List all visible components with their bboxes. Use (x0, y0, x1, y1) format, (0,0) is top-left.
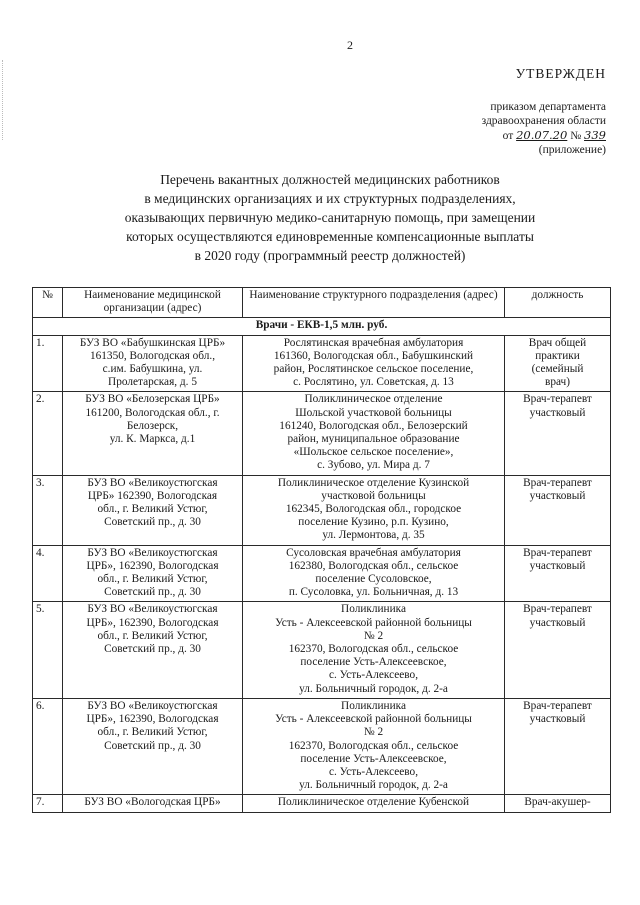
unit-cell-line: Поликлиническое отделение Кузинской (277, 476, 470, 489)
table-header-row (33, 288, 611, 318)
organization-cell-line: 161350, Вологодская обл., (89, 349, 216, 362)
organization-cell-line: ЦРБ» 162390, Вологодская (87, 489, 218, 502)
row-number: 7. (33, 795, 63, 812)
order-date-handwritten: 20.07.20 (516, 128, 568, 142)
row-number: 4. (33, 545, 63, 602)
organization-cell-line: Белозерск, (126, 419, 179, 432)
unit-cell-line: 161240, Вологодская обл., Белозерский (279, 419, 468, 432)
table-row (33, 545, 611, 602)
order-number-handwritten: 339 (584, 128, 606, 142)
header-num: № (33, 288, 63, 318)
table-row (33, 698, 611, 794)
position-cell (505, 698, 611, 794)
organization-cell-line: БУЗ ВО «Великоустюгская (87, 603, 218, 616)
organization-cell-line: обл., г. Великий Устюг, (97, 503, 208, 516)
unit-cell-line: с. Усть-Алексеево, (328, 765, 419, 778)
unit-cell-line: ул. Больничный городок, д. 2-а (299, 779, 448, 792)
organization-cell-line: обл., г. Великий Устюг, (97, 726, 208, 739)
position-cell-line: Врач-терапевт (523, 699, 592, 712)
position-cell-line: Врач-терапевт (523, 393, 592, 406)
title-line: оказывающих первичную медико-санитарную помощь, при замещении (124, 210, 536, 225)
position-cell (505, 475, 611, 545)
unit-cell-line: ул. Лермонтова, д. 35 (322, 529, 425, 542)
table-row (33, 602, 611, 698)
position-cell-line: участковый (529, 489, 586, 502)
organization-cell-line: обл., г. Великий Устюг, (97, 573, 208, 586)
row-number: 5. (33, 602, 63, 698)
unit-cell (243, 602, 505, 698)
position-cell (505, 392, 611, 475)
organization-cell-line: Советский пр., д. 30 (104, 739, 201, 752)
header-position: должность (505, 288, 611, 318)
approval-heading: УТВЕРЖДЕН (515, 66, 606, 81)
order-line-1: приказом департамента (490, 101, 606, 113)
unit-cell-line: № 2 (363, 726, 384, 739)
organization-cell (63, 475, 243, 545)
organization-cell-line: БУЗ ВО «Бабушкинская ЦРБ» (79, 336, 226, 349)
order-from-label: от (502, 130, 514, 142)
unit-cell-line: 162380, Вологодская обл., сельское (288, 559, 459, 572)
unit-cell-line: Усть - Алексеевской районной больницы (275, 616, 472, 629)
row-number: 3. (33, 475, 63, 545)
position-cell-line: Врач общей (528, 336, 587, 349)
organization-cell-line: с.им. Бабушкина, ул. (102, 363, 203, 376)
unit-cell-line: район, Рослятинское сельское поселение, (273, 363, 474, 376)
organization-cell-line: ЦРБ», 162390, Вологодская (86, 713, 219, 726)
unit-cell-line: с. Зубово, ул. Мира д. 7 (317, 459, 430, 472)
row-number: 2. (33, 392, 63, 475)
organization-cell-line: БУЗ ВО «Великоустюгская (87, 546, 218, 559)
position-cell (505, 545, 611, 602)
unit-cell-line: с. Усть-Алексеево, (328, 669, 419, 682)
organization-cell-line: Пролетарская, д. 5 (108, 376, 197, 389)
order-line-2: здравоохранения области (481, 115, 606, 127)
section-title: Врачи - ЕКВ-1,5 млн. руб. (33, 318, 611, 335)
unit-cell-line: Усть - Алексеевской районной больницы (275, 713, 472, 726)
order-date-number-line (456, 128, 606, 143)
organization-cell (63, 392, 243, 475)
unit-cell (243, 698, 505, 794)
position-cell-line: Врач-терапевт (523, 476, 592, 489)
unit-cell-line: Поликлиника (341, 603, 406, 616)
order-appendix: (приложение) (538, 144, 606, 156)
organization-cell-line: БУЗ ВО «Великоустюгская (87, 476, 218, 489)
unit-cell-line: 161360, Вологодская обл., Бабушкинский (273, 349, 474, 362)
organization-cell-line: Советский пр., д. 30 (104, 516, 201, 529)
unit-cell-line: 162370, Вологодская обл., сельское (288, 643, 459, 656)
header-unit: Наименование структурного подразделения (адрес) (243, 288, 505, 318)
title-line: Перечень вакантных должностей медицинских работников (160, 172, 500, 187)
page-number: 2 (347, 38, 353, 52)
unit-cell-line: поселение Кузино, р.п. Кузино, (298, 516, 449, 529)
organization-cell-line: 161200, Вологодская обл., г. (85, 406, 220, 419)
title-line: в 2020 году (программный реестр должностей) (194, 248, 466, 263)
unit-cell (243, 545, 505, 602)
unit-cell-line: поселение Усть-Алексеевское, (300, 656, 447, 669)
unit-cell-line: Шольской участковой больницы (295, 406, 452, 419)
organization-cell-line: обл., г. Великий Устюг, (97, 629, 208, 642)
organization-cell-line: БУЗ ВО «Вологодская ЦРБ» (84, 796, 221, 809)
vacancies-table (32, 287, 611, 813)
unit-cell-line: Поликлиническое отделение (304, 393, 443, 406)
unit-cell-line: 162345, Вологодская обл., городское (285, 503, 462, 516)
position-cell (505, 795, 611, 812)
organization-cell-line: Советский пр., д. 30 (104, 643, 201, 656)
position-cell-line: участковый (529, 559, 586, 572)
organization-cell (63, 698, 243, 794)
unit-cell (243, 335, 505, 392)
unit-cell-line: поселение Усть-Алексеевское, (300, 752, 447, 765)
position-cell-line: участковый (529, 406, 586, 419)
organization-cell-line: БУЗ ВО «Белозерская ЦРБ» (85, 393, 220, 406)
section-row (33, 318, 611, 335)
organization-cell (63, 602, 243, 698)
unit-cell-line: поселение Сусоловское, (315, 573, 432, 586)
organization-cell-line: ЦРБ», 162390, Вологодская (86, 559, 219, 572)
organization-cell (63, 545, 243, 602)
unit-cell-line: № 2 (363, 629, 384, 642)
unit-cell-line: п. Сусоловка, ул. Больничная, д. 13 (288, 586, 459, 599)
table-row (33, 335, 611, 392)
scan-edge-marks (2, 60, 6, 140)
unit-cell-line: район, муниципальное образование (287, 433, 460, 446)
position-cell-line: участковый (529, 713, 586, 726)
header-org: Наименование медицинской организации (адрес) (63, 288, 243, 318)
organization-cell-line: ЦРБ», 162390, Вологодская (86, 616, 219, 629)
unit-cell-line: Сусоловская врачебная амбулатория (286, 546, 461, 559)
title-line: которых осуществляются единовременные компенсационные выплаты (126, 229, 534, 244)
position-cell-line: практики (535, 349, 580, 362)
table-row (33, 392, 611, 475)
unit-cell (243, 795, 505, 812)
table-row (33, 795, 611, 812)
position-cell (505, 602, 611, 698)
position-cell-line: Врач-терапевт (523, 603, 592, 616)
position-cell (505, 335, 611, 392)
organization-cell-line: ул. К. Маркса, д.1 (109, 433, 196, 446)
unit-cell-line: 162370, Вологодская обл., сельское (288, 739, 459, 752)
unit-cell (243, 475, 505, 545)
organization-cell-line: БУЗ ВО «Великоустюгская (87, 699, 218, 712)
unit-cell-line: Поликлиника (341, 699, 406, 712)
order-number-label: № (570, 130, 582, 142)
position-cell-line: Врач-терапевт (523, 546, 592, 559)
row-number: 1. (33, 335, 63, 392)
unit-cell-line: Поликлиническое отделение Кубенской (277, 796, 470, 809)
document-title (80, 170, 580, 265)
unit-cell-line: ул. Больничный городок, д. 2-а (299, 682, 448, 695)
position-cell-line: Врач-акушер- (524, 796, 591, 809)
unit-cell (243, 392, 505, 475)
table-row (33, 475, 611, 545)
position-cell-line: врач) (545, 376, 570, 389)
position-cell-line: (семейный (531, 363, 584, 376)
row-number: 6. (33, 698, 63, 794)
organization-cell (63, 795, 243, 812)
title-line: в медицинских организациях и их структурных подразделениях, (144, 191, 516, 206)
unit-cell-line: Рослятинская врачебная амбулатория (283, 336, 464, 349)
position-cell-line: участковый (529, 616, 586, 629)
organization-cell (63, 335, 243, 392)
approval-order-block (456, 100, 606, 157)
organization-cell-line: Советский пр., д. 30 (104, 586, 201, 599)
unit-cell-line: с. Рослятино, ул. Советская, д. 13 (293, 376, 454, 389)
unit-cell-line: участковой больницы (321, 489, 426, 502)
unit-cell-line: «Шольское сельское поселение», (293, 446, 454, 459)
